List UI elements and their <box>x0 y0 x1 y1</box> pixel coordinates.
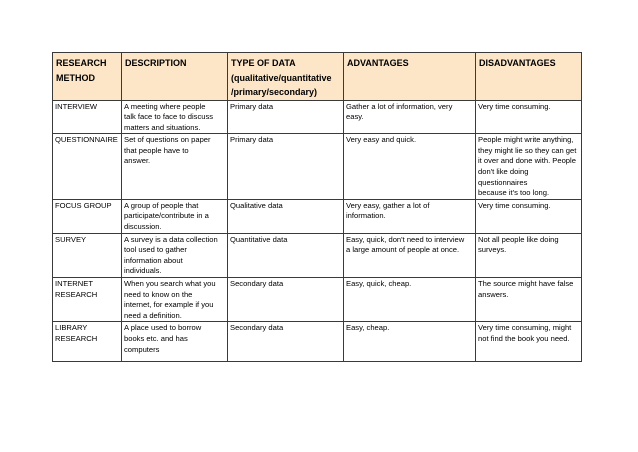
cell-line: discussion. <box>124 222 162 232</box>
header-type-line: (qualitative/quantitative <box>231 72 332 83</box>
cell-description <box>122 100 228 134</box>
cell-line: SURVEY <box>55 234 87 244</box>
cell-line: surveys. <box>478 245 507 255</box>
cell-advantages <box>344 278 476 322</box>
header-type-of-data <box>228 53 344 101</box>
cell-line: A meeting where people <box>124 101 206 111</box>
cell-line: Secondary data <box>230 323 284 333</box>
cell-line: Very time consuming, might <box>478 323 572 333</box>
cell-line: RESEARCH <box>55 333 98 343</box>
cell-line: that people have to <box>124 145 189 155</box>
cell-line: answers. <box>478 289 509 299</box>
cell-line: Easy, quick, don't need to interview <box>346 234 465 244</box>
cell-line: because it's too long. <box>478 188 550 198</box>
cell-line: Easy, cheap. <box>346 323 390 333</box>
cell-type <box>228 199 344 233</box>
header-disadvantages-text: DISADVANTAGES <box>479 58 556 68</box>
header-row <box>53 53 582 101</box>
cell-disadvantages <box>476 199 582 233</box>
cell-line: INTERNET <box>55 279 93 288</box>
cell-line: RESEARCH <box>55 289 98 299</box>
header-research-method <box>53 53 122 101</box>
cell-method <box>53 278 122 322</box>
cell-type <box>228 100 344 134</box>
cell-line: talk face to face to discuss <box>124 112 214 122</box>
cell-type <box>228 278 344 322</box>
cell-advantages <box>344 322 476 362</box>
cell-method <box>53 199 122 233</box>
cell-line: The source might have false <box>478 279 574 288</box>
cell-line: QUESTIONNAIRE <box>55 135 118 145</box>
cell-line: don't like doing questionnaires <box>478 167 529 187</box>
header-advantages <box>344 53 476 101</box>
cell-line: Set of questions on paper <box>124 135 211 145</box>
cell-line: Very easy and quick. <box>346 135 417 145</box>
cell-line: Very time consuming. <box>478 200 551 210</box>
cell-line: When you search what you <box>124 279 216 288</box>
cell-line: tool used to gather <box>124 245 187 255</box>
cell-line: they might lie so they can get <box>478 145 577 155</box>
cell-line: books etc. and has <box>124 333 188 343</box>
cell-description <box>122 233 228 277</box>
research-methods-table <box>52 52 582 362</box>
cell-type <box>228 322 344 362</box>
cell-line: computers <box>124 344 160 354</box>
header-advantages-text: ADVANTAGES <box>347 58 409 68</box>
cell-line: Primary data <box>230 135 274 145</box>
cell-description <box>122 134 228 200</box>
table-row <box>53 199 582 233</box>
table-row <box>53 233 582 277</box>
header-method-line: METHOD <box>56 72 95 83</box>
cell-line: easy. <box>346 112 364 122</box>
cell-line: A survey is a data collection <box>124 234 218 244</box>
header-description-text: DESCRIPTION <box>125 58 187 68</box>
cell-line: Very easy, gather a lot of <box>346 200 430 210</box>
cell-line: People might write anything, <box>478 135 574 145</box>
cell-line: answer. <box>124 156 151 166</box>
header-description <box>122 53 228 101</box>
cell-line: FOCUS GROUP <box>55 200 112 210</box>
cell-line: individuals. <box>124 266 162 276</box>
cell-disadvantages <box>476 322 582 362</box>
cell-line: Primary data <box>230 101 274 111</box>
cell-line: A place used to borrow <box>124 323 202 333</box>
cell-line: Easy, quick, cheap. <box>346 279 412 288</box>
cell-method <box>53 233 122 277</box>
cell-line: information. <box>346 211 386 221</box>
cell-line: not find the book you need. <box>478 333 570 343</box>
cell-line: Gather a lot of information, very <box>346 101 453 111</box>
cell-disadvantages <box>476 100 582 134</box>
cell-line: need to know on the <box>124 289 193 299</box>
cell-method <box>53 100 122 134</box>
header-type-line: /primary/secondary) <box>231 87 318 97</box>
cell-disadvantages <box>476 278 582 322</box>
cell-method <box>53 322 122 362</box>
cell-line: Not all people like doing <box>478 234 559 244</box>
cell-line: it over and done with. People <box>478 156 576 166</box>
table-row <box>53 322 582 362</box>
table-row <box>53 134 582 200</box>
cell-disadvantages <box>476 134 582 200</box>
cell-method <box>53 134 122 200</box>
cell-line: information about <box>124 255 183 265</box>
cell-line: internet, for example if you <box>124 300 214 310</box>
cell-line: Qualitative data <box>230 200 283 210</box>
header-type-line: TYPE OF DATA <box>231 58 296 68</box>
cell-line: Quantitative data <box>230 234 288 244</box>
cell-line: need a definition. <box>124 310 182 320</box>
header-method-line: RESEARCH <box>56 58 107 68</box>
cell-advantages <box>344 134 476 200</box>
cell-advantages <box>344 100 476 134</box>
cell-line: Very time consuming. <box>478 101 551 111</box>
cell-type <box>228 233 344 277</box>
cell-description <box>122 322 228 362</box>
cell-advantages <box>344 233 476 277</box>
cell-line: A group of people that <box>124 200 199 210</box>
cell-line: matters and situations. <box>124 122 201 132</box>
table-row <box>53 100 582 134</box>
cell-description <box>122 199 228 233</box>
cell-line: INTERVIEW <box>55 101 98 111</box>
cell-disadvantages <box>476 233 582 277</box>
cell-line: Secondary data <box>230 279 284 288</box>
cell-description <box>122 278 228 322</box>
header-disadvantages <box>476 53 582 101</box>
cell-line: LIBRARY <box>55 323 88 333</box>
cell-advantages <box>344 199 476 233</box>
cell-line: participate/contribute in a <box>124 211 209 221</box>
cell-type <box>228 134 344 200</box>
table-row <box>53 278 582 322</box>
cell-line: a large amount of people at once. <box>346 245 460 255</box>
